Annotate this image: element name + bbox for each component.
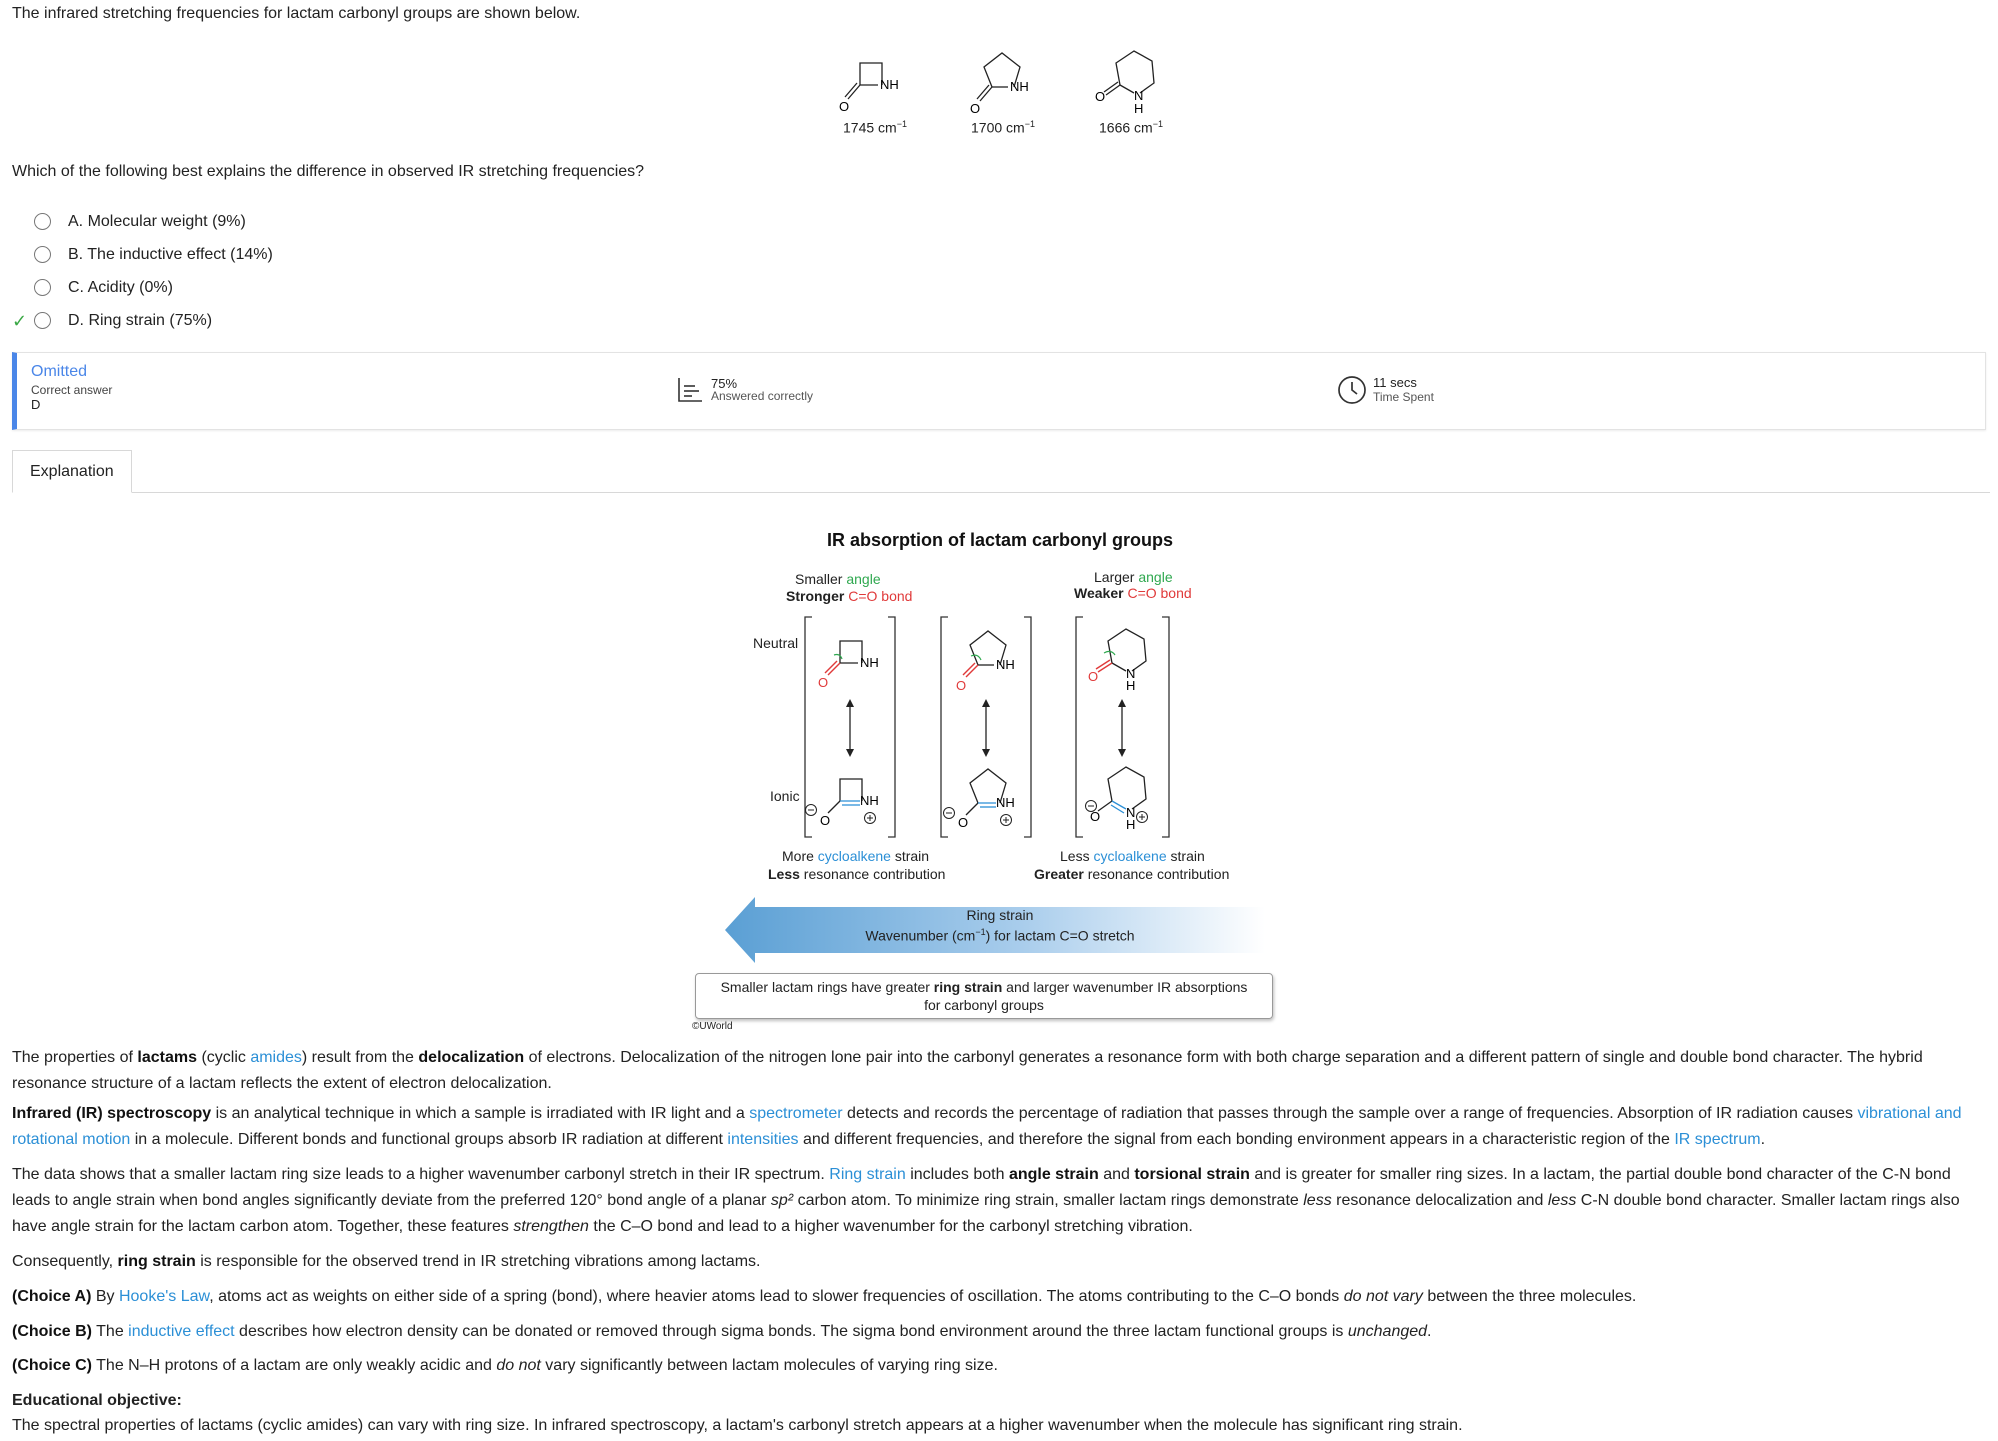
svg-text:O: O xyxy=(956,678,967,693)
choice-c-explanation: (Choice C) The N–H protons of a lactam are only weakly acidic and do not vary significantly between lactam molecules of varying ring size. xyxy=(12,1357,998,1374)
resonance-diagram xyxy=(690,525,1310,845)
radio-button[interactable] xyxy=(34,279,51,296)
correct-answer-value: D xyxy=(31,397,41,412)
neutral-label: Neutral xyxy=(753,635,799,651)
choice-a-explanation: (Choice A) By Hooke's Law, atoms act as weights on either side of a spring (bond), where heavier atoms lead to slower frequencies of oscillation. The atoms contributing to the C–O bonds do not vary between the three molecules. xyxy=(12,1288,1637,1305)
ionic-label: Ionic xyxy=(770,788,800,804)
svg-text:O: O xyxy=(958,815,969,830)
inline-link[interactable]: Ring strain xyxy=(829,1166,906,1183)
choice-c[interactable] xyxy=(12,271,273,304)
clock-icon xyxy=(1337,375,1367,405)
gamma-lactam xyxy=(948,45,1058,136)
svg-text:O: O xyxy=(820,813,831,828)
choice-label: B. The inductive effect (14%) xyxy=(68,245,273,263)
gamma-lactam-structure xyxy=(948,45,1058,117)
explanation-paragraph-4: Consequently, ring strain is responsible for the observed trend in IR stretching vibrations among lactams. xyxy=(12,1253,761,1270)
bottom-right-line-2: Greater resonance contribution xyxy=(1034,866,1230,882)
percent-value: 75% xyxy=(711,376,738,391)
question-prompt: Which of the following best explains the difference in observed IR stretching frequencies? xyxy=(12,163,645,180)
bottom-left-line-1: More cycloalkene strain xyxy=(782,848,930,864)
arrow-label-1: Ring strain xyxy=(966,907,1034,923)
inline-link[interactable]: IR spectrum xyxy=(1674,1131,1761,1148)
choice-d[interactable] xyxy=(12,304,273,337)
inline-link[interactable]: intensities xyxy=(727,1131,799,1148)
explanation-paragraph-1: The properties of lactams (cyclic amides) result from the delocalization of electrons. Delocalization of the nitrogen lone pair into the carbonyl generates a resonance form with both charge separation and a different pattern of single and double bond character. The hybrid resonance structure of a lactam reflects the extent of electron delocalization. xyxy=(12,1049,1923,1092)
inline-link[interactable]: vibrational and rotational motion xyxy=(12,1105,1962,1148)
svg-text:O: O xyxy=(970,101,981,116)
explanation-paragraph-3: The data shows that a smaller lactam ring size leads to a higher wavenumber carbonyl stretch in their IR spectrum. Ring strain includes both angle strain and torsional strain and is greater for smaller ring sizes. In a lactam, the partial double bond character of the C-N bond leads to angle strain when bond angles significantly deviate from the preferred 120° bond angle of a planar sp² carbon atom. To minimize ring strain, smaller lactam rings demonstrate less resonance delocalization and less C-N double bond character. Smaller lactam rings also have angle strain for the lactam carbon atom. Together, these features strengthen the C–O bond and lead to a higher wavenumber for the carbonyl stretching vibration. xyxy=(12,1166,1960,1235)
freq-label: 1700 $cm^{-1}$ xyxy=(971,119,1035,136)
time-label: Time Spent xyxy=(1373,390,1434,404)
question-intro: The infrared stretching frequencies for lactam carbonyl groups are shown below. xyxy=(12,5,581,22)
svg-text:N: N xyxy=(1126,805,1136,820)
copyright: ©UWorld xyxy=(692,1021,733,1032)
choice-b-explanation: (Choice B) The inductive effect describes how electron density can be donated or removed through sigma bonds. The sigma bond environment around the three lactam functional groups is unchanged. xyxy=(12,1323,1432,1340)
beta-lactam xyxy=(820,45,930,136)
choice-label: D. Ring strain (75%) xyxy=(68,311,213,329)
svg-text:NH: NH xyxy=(996,657,1015,672)
beta-lactam-structure xyxy=(820,45,930,117)
correct-answer-label: Correct answer xyxy=(31,383,113,397)
inline-link[interactable]: spectrometer xyxy=(749,1105,843,1122)
figure-title: IR absorption of lactam carbonyl groups xyxy=(826,530,1174,550)
objective-text: The spectral properties of lactams (cyclic amides) can vary with ring size. In infrared spectroscopy, a lactam's carbonyl stretch appears at a higher wavenumber when the molecule has significant ring strain. xyxy=(12,1417,1463,1434)
right-heading-2: Weaker C=O bond xyxy=(1074,585,1192,601)
time-value: 11 secs xyxy=(1373,375,1417,390)
time-spent xyxy=(1337,375,1434,405)
radio-button[interactable] xyxy=(34,312,51,329)
svg-text:H: H xyxy=(1134,101,1144,116)
left-heading-2: Stronger C=O bond xyxy=(786,588,913,604)
explanation-figure xyxy=(690,525,1310,1035)
right-heading-1: Larger angle xyxy=(1094,569,1173,585)
inline-link[interactable]: Hooke's Law xyxy=(118,1288,210,1305)
status-label: Omitted xyxy=(31,363,88,380)
bar-chart-icon xyxy=(677,377,703,403)
radio-button[interactable] xyxy=(34,213,51,230)
delta-lactam-structure xyxy=(1076,45,1186,117)
delta-lactam xyxy=(1076,45,1186,136)
checkmark-icon: ✓ xyxy=(12,311,28,331)
choice-b[interactable] xyxy=(12,238,273,271)
answer-status xyxy=(31,363,112,412)
svg-text:O: O xyxy=(818,675,829,690)
tab-explanation[interactable]: Explanation xyxy=(12,450,132,493)
svg-text:N: N xyxy=(1134,88,1144,103)
svg-text:NH: NH xyxy=(860,655,879,670)
percent-label: Answered correctly xyxy=(711,389,814,403)
radio-button[interactable] xyxy=(34,246,51,263)
choice-label: A. Molecular weight (9%) xyxy=(68,212,246,230)
choice-a[interactable] xyxy=(12,205,273,238)
svg-text:O: O xyxy=(839,99,850,114)
percent-correct xyxy=(677,377,813,403)
choice-label: C. Acidity (0%) xyxy=(68,278,173,296)
svg-text:NH: NH xyxy=(996,795,1015,810)
lactam-structures xyxy=(820,45,1180,145)
left-heading-1: Smaller angle xyxy=(795,571,881,587)
inline-link[interactable]: amides xyxy=(250,1049,302,1066)
tab-bar xyxy=(12,450,1990,493)
objective-title: Educational objective: xyxy=(12,1392,182,1409)
svg-text:O: O xyxy=(1095,89,1106,104)
bottom-right-line-1: Less cycloalkene strain xyxy=(1060,848,1205,864)
svg-text:O: O xyxy=(1090,809,1101,824)
svg-text:NH: NH xyxy=(860,793,879,808)
summary-box: Smaller lactam rings have greater ring strain and larger wavenumber IR absorptions for carbonyl groups xyxy=(695,973,1273,1019)
svg-text:H: H xyxy=(1126,817,1136,832)
arrow-label-2: Wavenumber $(cm^{-1})$ for lactam C=O stretch xyxy=(865,927,1135,944)
inline-link[interactable]: inductive effect xyxy=(128,1323,235,1340)
svg-text:O: O xyxy=(1088,669,1099,684)
answer-stats-bar xyxy=(12,352,1986,430)
svg-text:N: N xyxy=(1126,666,1136,681)
freq-label: 1745 $cm^{-1}$ xyxy=(843,119,907,136)
answer-choices xyxy=(12,205,273,337)
bottom-left-line-2: Less resonance contribution xyxy=(768,866,946,882)
svg-text:NH: NH xyxy=(880,77,899,92)
freq-label: 1666 $cm^{-1}$ xyxy=(1099,119,1163,136)
svg-text:NH: NH xyxy=(1010,79,1029,94)
explanation-paragraph-2: Infrared (IR) spectroscopy is an analytical technique in which a sample is irradiated with IR light and a spectrometer detects and records the percentage of radiation that passes through the sample over a range of frequencies. Absorption of IR radiation causes vibrational and rotational motion in a molecule. Different bonds and functional groups absorb IR radiation at different intensities and different frequencies, and therefore the signal from each bonding environment appears in a characteristic region of the IR spectrum. xyxy=(12,1105,1962,1148)
svg-text:H: H xyxy=(1126,678,1136,693)
